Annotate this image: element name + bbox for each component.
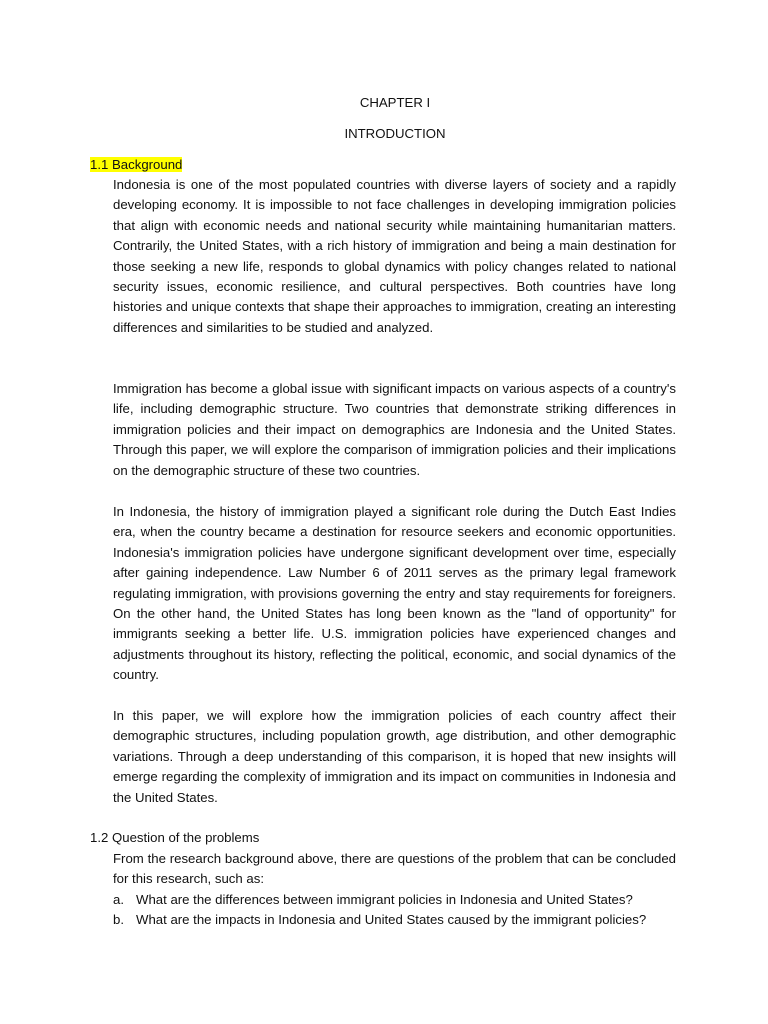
background-paragraph-2: Immigration has become a global issue with significant impacts on various aspects of a country's life, including demographic structure. Two countries that demonstrate striking differences in immigration policies and their impact on demographics are Indonesia and the United States. Through this paper, we will explore the comparison of immigration policies and their implications on the demographic structure of these two countries.: [113, 381, 676, 478]
list-item: [113, 910, 693, 930]
questions-intro-paragraph: From the research background above, there are questions of the problem that can be concluded for this research, such as:: [113, 851, 676, 887]
list-marker: b.: [113, 912, 124, 928]
list-marker: a.: [113, 892, 124, 907]
section-heading-background: [90, 155, 182, 175]
list-item-text: What are the impacts in Indonesia and United States caused by the immigrant policies?: [136, 912, 647, 928]
background-paragraph-4: In this paper, we will explore how the immigration policies of each country affect their demographic structures, including population growth, age distribution, and other demographic variations. Through a deep understanding of this comparison, it is hoped that new insights will emerge regarding the complexity of immigration and its impact on communities in Indonesia and the United States.: [113, 708, 676, 805]
section-heading-questions: 1.2 Question of the problems: [90, 830, 260, 845]
list-item: [113, 890, 693, 910]
list-item-text: What are the differences between immigrant policies in Indonesia and United States?: [136, 892, 633, 907]
background-paragraph-1: Indonesia is one of the most populated countries with diverse layers of society and a rapidly developing economy. It is impossible to not face challenges in developing immigration policies that align with economic needs and national security while maintaining humanitarian matters. Contrarily, the United States, with a rich history of immigration and being a main destination for those seeking a new life, responds to global dynamics with policy changes related to national security issues, economic resilience, and cultural perspectives. Both countries have long histories and unique contexts that shape their approaches to immigration, creating an interesting differences and similarities to be studied and analyzed.: [113, 177, 676, 335]
highlighted-heading: 1.1 Background: [90, 157, 183, 172]
questions-list: [113, 890, 693, 931]
background-paragraph-3: In Indonesia, the history of immigration played a significant role during the Dutch East Indies era, when the country became a destination for resource seekers and economic opportunities. Indonesia's immigration policies have undergone significant development over time, especially after gaining independence. Law Number 6 of 2011 serves as the primary legal framework regulating immigration, with provisions governing the entry and stay requirements for foreigners. On the other hand, the United States has long been known as the "land of opportunity" for immigrants seeking a better life. U.S. immigration policies have experienced changes and adjustments throughout its history, reflecting the political, economic, and social dynamics of the country.: [113, 504, 676, 683]
chapter-title: INTRODUCTION: [344, 126, 446, 141]
chapter-label: CHAPTER I: [359, 95, 431, 110]
